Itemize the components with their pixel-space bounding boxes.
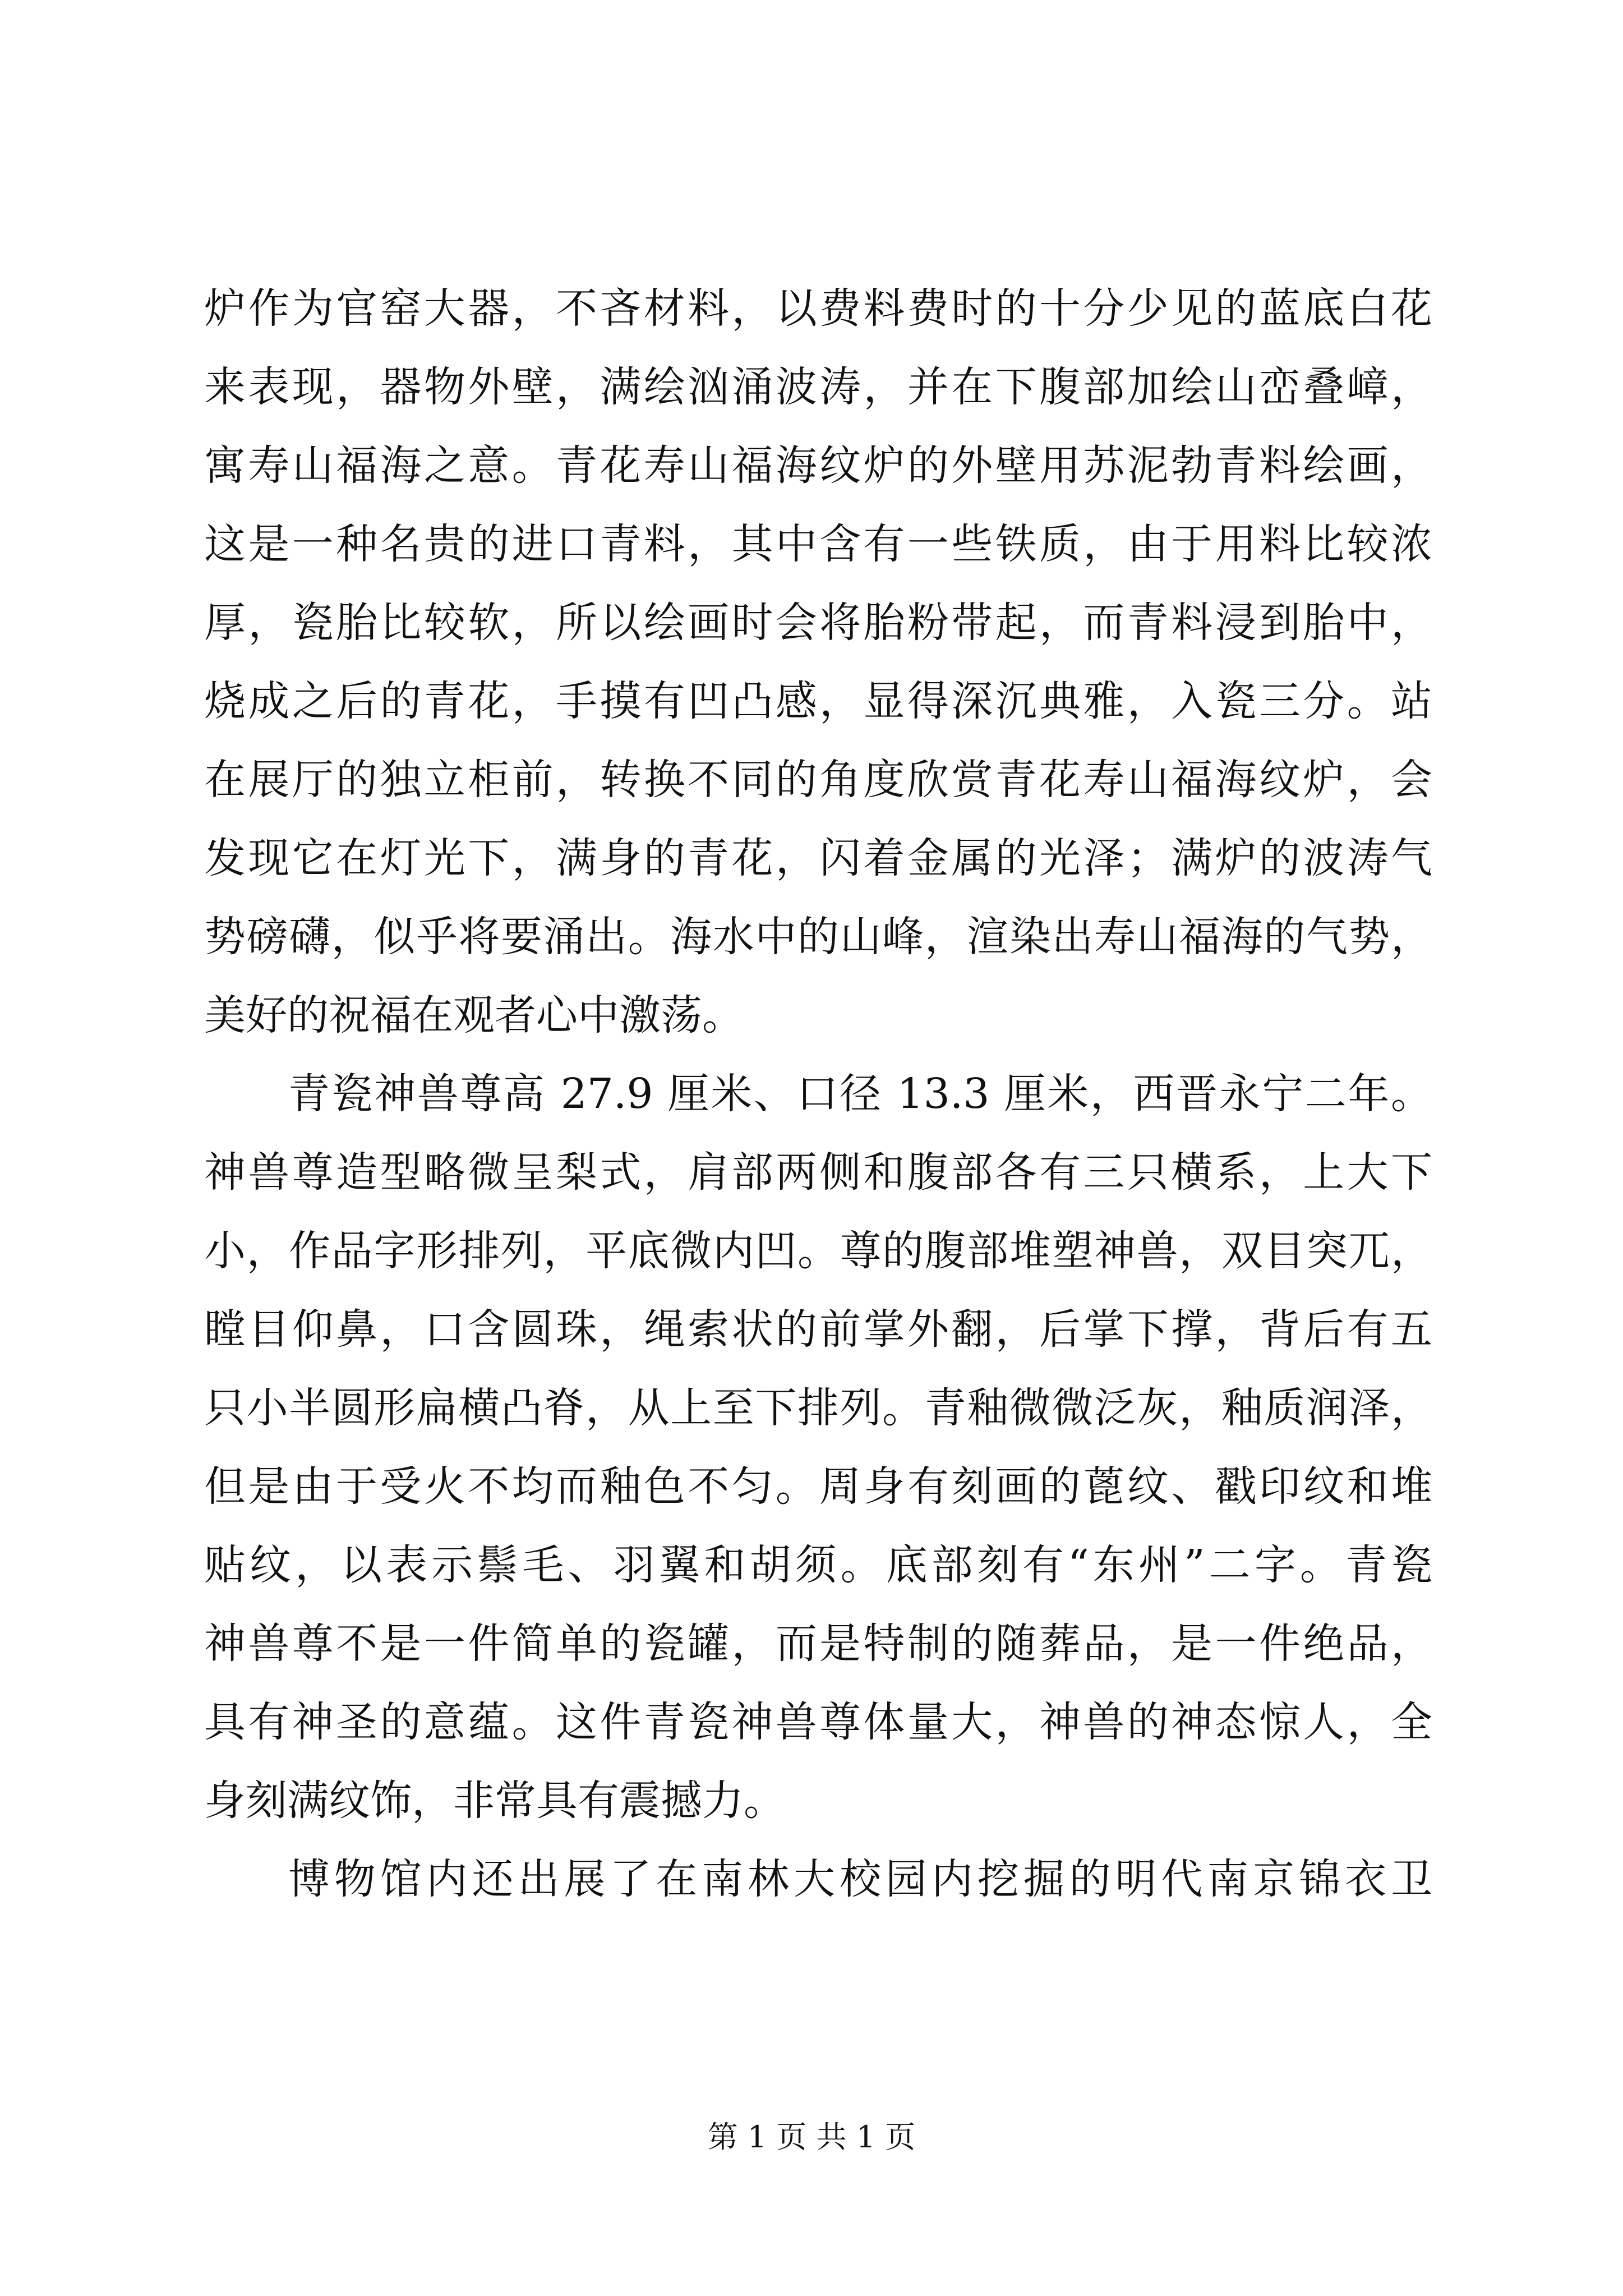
text-line: 贴纹，以表示鬃毛、羽翼和胡须。底部刻有“东州”二字。青瓷: [204, 1541, 1432, 1589]
text-line: 发现它在灯光下，满身的青花，闪着金属的光泽；满炉的波涛气: [204, 834, 1432, 882]
text-line: 具有神圣的意蕴。这件青瓷神兽尊体量大，神兽的神态惊人，全: [204, 1698, 1432, 1746]
paragraph-3: [204, 1840, 1432, 1918]
text-line: 势磅礴，似乎将要涌出。海水中的山峰，渲染出寿山福海的气势，: [204, 913, 1432, 961]
text-line: 小，作品字形排列，平底微内凹。尊的腹部堆塑神兽，双目突兀，: [204, 1227, 1432, 1275]
document-body: [204, 269, 1432, 1918]
text-line: 瞠目仰鼻，口含圆珠，绳索状的前掌外翻，后掌下撑，背后有五: [204, 1305, 1432, 1354]
text-line: 身刻满纹饰，非常具有震撼力。: [204, 1777, 785, 1825]
text-line: 但是由于受火不均而釉色不匀。周身有刻画的蓖纹、戳印纹和堆: [204, 1462, 1432, 1511]
text-line: 在展厅的独立柜前，转换不同的角度欣赏青花寿山福海纹炉，会: [204, 756, 1432, 804]
page-footer: 第 1 页 共 1 页: [707, 2119, 916, 2155]
text-line: 烧成之后的青花，手摸有凹凸感，显得深沉典雅，入瓷三分。站: [204, 677, 1432, 725]
text-line: 博物馆内还出展了在南林大校园内挖掘的明代南京锦衣卫: [288, 1855, 1432, 1903]
text-line: 这是一种名贵的进口青料，其中含有一些铁质，由于用料比较浓: [204, 520, 1432, 568]
paragraph-2: [204, 1055, 1432, 1840]
text-line: 只小半圆形扁横凸脊，从上至下排列。青釉微微泛灰，釉质润泽，: [204, 1384, 1432, 1432]
text-line: 炉作为官窑大器，不吝材料，以费料费时的十分少见的蓝底白花: [204, 284, 1432, 333]
paragraph-1: [204, 269, 1432, 1055]
text-line: 青瓷神兽尊高 27.9 厘米、口径 13.3 厘米，西晋永宁二年。: [288, 1070, 1432, 1118]
text-line: 神兽尊造型略微呈梨式，肩部两侧和腹部各有三只横系，上大下: [204, 1148, 1432, 1197]
text-line: 神兽尊不是一件简单的瓷罐，而是特制的随葬品，是一件绝品，: [204, 1619, 1432, 1668]
text-line: 寓寿山福海之意。青花寿山福海纹炉的外壁用苏泥勃青料绘画，: [204, 441, 1432, 490]
text-line: 厚，瓷胎比较软，所以绘画时会将胎粉带起，而青料浸到胎中，: [204, 599, 1432, 647]
text-line: 来表现，器物外壁，满绘汹涌波涛，并在下腹部加绘山峦叠嶂，: [204, 363, 1432, 411]
text-line: 美好的祝福在观者心中激荡。: [204, 991, 744, 1039]
